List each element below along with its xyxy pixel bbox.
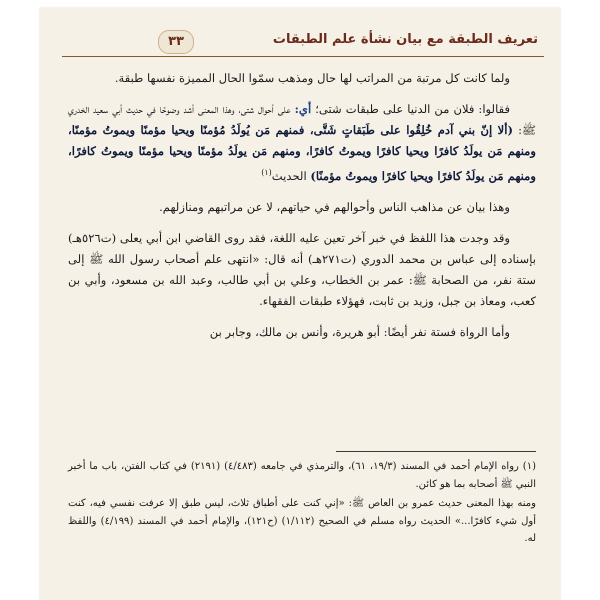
chapter-title: تعريف الطبقة مع بيان نشأة علم الطبقات: [272, 32, 538, 47]
paragraph-3: وهذا بيان عن مذاهب الناس وأحوالهم في حياتهم، لا عن مراتبهم ومنازلهم.: [159, 199, 510, 214]
footnote-1: (١) رواه الإمام أحمد في المسند (١٩/٣، ٦١)، والترمذي في جامعه (٤/٤٨٣) (٢١٩١) في كتاب الفتن، باب ما أخبر النبي ﷺ أصحابه بما هو كائن.: [68, 461, 536, 490]
header-divider: [62, 56, 544, 57]
paragraph-1: ولما كانت كل مرتبة من المراتب لها حال ومذهب سمّوا الحال المميزة نفسها طبقة.: [114, 71, 510, 85]
paragraph-2-ay: أي:: [294, 102, 312, 116]
main-text: [68, 68, 536, 353]
page-number: ٣٣: [158, 30, 194, 54]
footnote-2: ومنه بهذا المعنى حديث عمرو بن العاص ﷺ: «إني كنت على أطباق ثلاث، ليس طبق إلا عرفت نفسي فيه، كنت أول شيء كافرًا...» الحديث رواه مسلم في الصحيح (١/١١٢) (ح١٢١)، والإمام أحمد في المسند (٤/١٩٩) واللفظ له.: [68, 498, 537, 544]
book-page: [40, 8, 560, 600]
hadith-quote: (ألا إنّ بني آدم خُلِقُوا على طَبَقاتٍ شَتَّى، فمنهم مَن يُولَدُ مُؤمنًا ويحيا مؤمنًا ويموتُ مؤمنًا، ومنهم مَن يولَدُ كافرًا ويحيا كافرًا ويموتُ كافرًا، ومنهم مَن يولَدُ مؤمنًا ويحيا مؤمنًا ويموتُ كافرًا، ومنهم مَن يولَدُ كافرًا ويحيا كافرًا ويموتُ مؤمنًا): [68, 123, 536, 183]
paragraph-2: [68, 99, 536, 187]
paragraph-2-mid: على أحوال شتى، وهذا المعنى أشد وضوحًا في حديث أبي سعيد الخدري ﷺ:: [68, 102, 536, 137]
footnotes: [68, 458, 536, 550]
paragraph-2-tail: الحديث: [271, 168, 307, 183]
paragraph-2-lead: فقالوا: فلان من الدنيا على طبقات شتى؛: [315, 102, 511, 116]
paragraph-5: وأما الرواة فستة نفر أيضًا: أبو هريرة، وأنس بن مالك، وجابر بن: [209, 324, 510, 339]
paragraph-4: وقد وجدت هذا اللفظ في خبر آخر تعين عليه اللغة، فقد روى القاضي ابن أبي يعلى (ت٥٢٦هـ) بإسناده إلى عباس بن محمد الدوري (ت٢٧١هـ) أنه قال: «انتهى علم أصحاب رسول الله ﷺ إلى ستة نفر، من الصحابة ﷺ: عمر بن الخطاب، وعلي بن أبي طالب، وعبد الله بن مسعود، وأبي بن كعب، ومعاذ بن جبل، وزيد بن ثابت، فهؤلاء طبقات الفقهاء.: [68, 230, 536, 308]
page-header: [62, 24, 544, 58]
footnote-divider: [336, 451, 536, 452]
footnote-ref-1: (١): [261, 168, 272, 177]
